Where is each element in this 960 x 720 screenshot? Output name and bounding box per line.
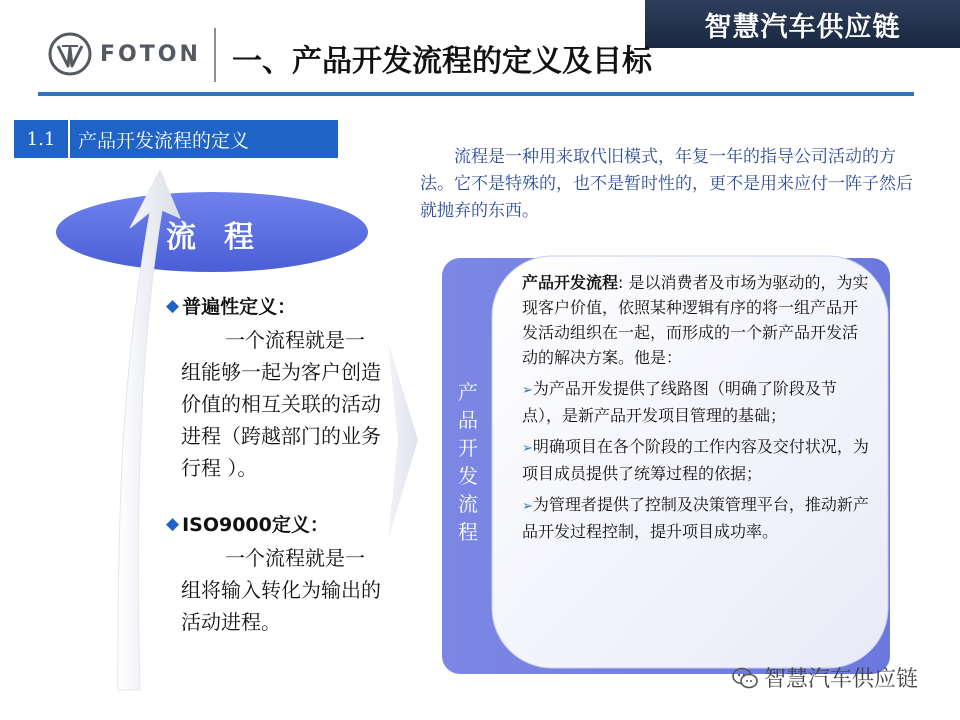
general-def-heading xyxy=(166,292,296,319)
panel-bullet: ➢为管理者提供了控制及决策管理平台，推动新产品开发过程控制，提升项目成功率。 xyxy=(522,495,869,541)
general-def-body: 一个流程就是一组能够一起为客户创造价值的相互关联的活动进程（跨越部门的业务行程 ）。 xyxy=(181,328,381,480)
panel-text xyxy=(522,270,870,544)
chat-bubble-icon xyxy=(732,666,758,690)
panel-bullet: ➢明确项目在各个阶段的工作内容及交付状况，为项目成员提供了统筹过程的依据； xyxy=(522,437,869,483)
panel-lead-term: 产品开发流程 xyxy=(522,273,619,292)
page-title: 一、产品开发流程的定义及目标 xyxy=(232,44,652,79)
panel-lead-rest: : 是以消费者及市场为驱动的，为实现客户价值，依照某种逻辑有序的将一组产品开发活动组织在一起，而形成的一个新产品开发活动的解决方案。他是： xyxy=(522,273,869,367)
panel-bullet: ➢为产品开发提供了线路图（明确了阶段及节点），是新产品开发项目管理的基础； xyxy=(522,379,837,425)
oval-label: 流程 xyxy=(166,220,282,255)
triangle-bullet-icon: ➢ xyxy=(522,383,533,398)
diamond-bullet-icon: ◆ xyxy=(166,513,180,534)
process-quote: 流程是一种用来取代旧模式，年复一年的指导公司活动的方法。它不是特殊的，也不是暂时性的，更不是用来应付一阵子然后就抛弃的东西。 xyxy=(420,147,913,221)
diamond-bullet-icon: ◆ xyxy=(166,295,180,316)
watermark xyxy=(732,662,918,693)
iso-def-body: 一个流程就是一组将输入转化为输出的活动进程。 xyxy=(181,546,381,634)
triangle-bullet-icon: ➢ xyxy=(522,499,533,514)
iso-def-heading xyxy=(166,510,329,537)
iso-def-heading-text: ISO9000定义： xyxy=(182,514,329,536)
watermark-text: 智慧汽车供应链 xyxy=(764,667,919,692)
triangle-bullet-icon: ➢ xyxy=(522,441,533,456)
brand-banner-text: 智慧汽车供应链 xyxy=(704,11,901,43)
section-number: 1.1 xyxy=(14,120,68,158)
panel-side-label: 产品开发流程 xyxy=(458,380,478,544)
general-def-heading-text: 普遍性定义： xyxy=(182,296,297,318)
section-title: 产品开发流程的定义 xyxy=(70,120,338,158)
chevron-right-icon xyxy=(388,342,418,540)
logo-wordmark: FOTON xyxy=(100,41,201,67)
